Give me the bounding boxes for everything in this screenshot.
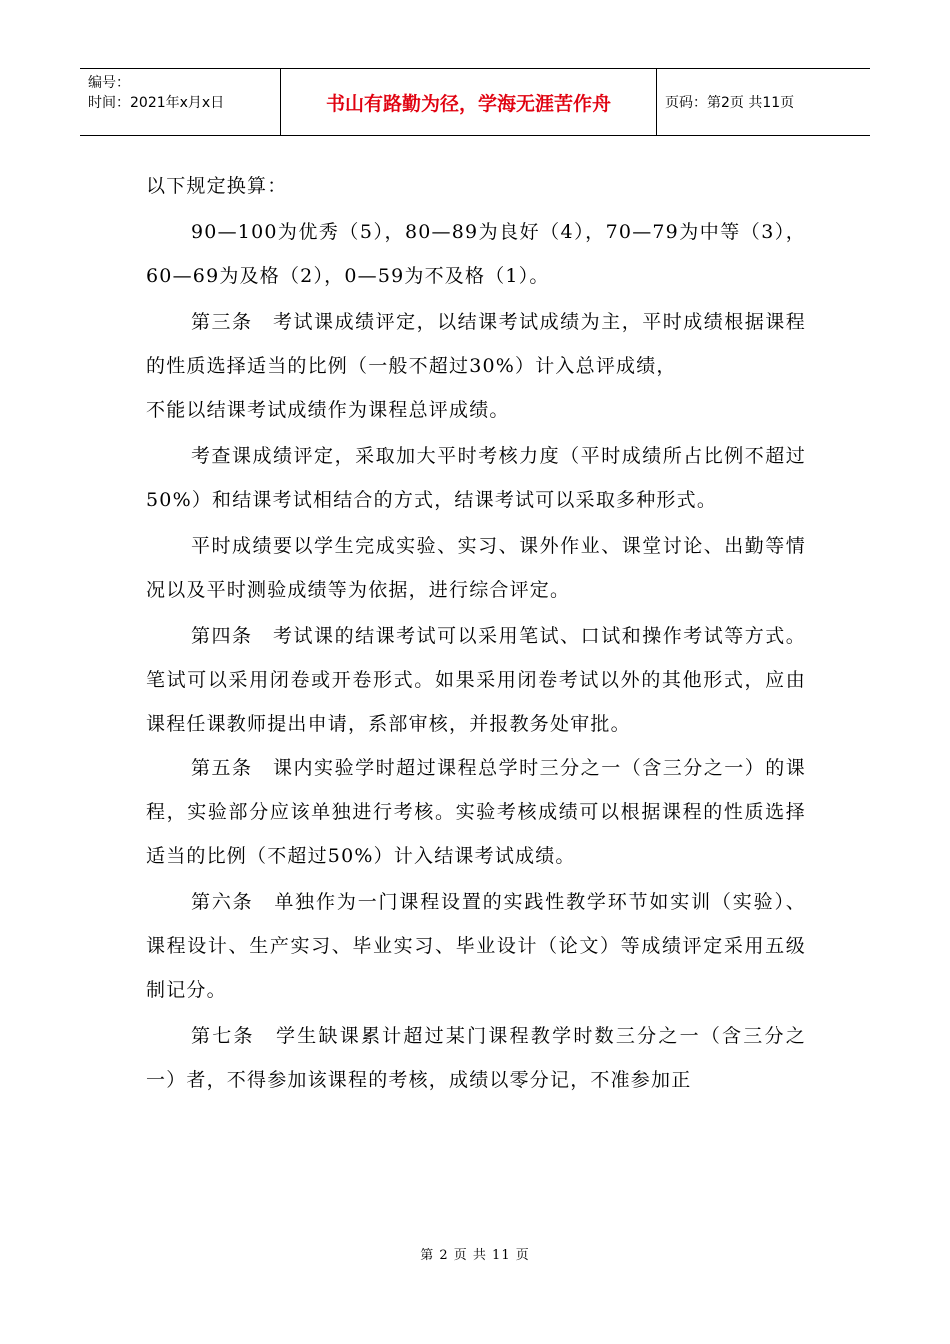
- paragraph-inspection-course: 考查课成绩评定，采取加大平时考核力度（平时成绩所占比例不超过50%）和结课考试相结合的方式，结课考试可以采取多种形式。: [146, 445, 806, 511]
- paragraph-article-3: 第三条 考试课成绩评定，以结课考试成绩为主，平时成绩根据课程的性质选择适当的比例（一般不超过30%）计入总评成绩，: [146, 311, 806, 377]
- document-time-label: 时间：2021年x月x日: [88, 95, 225, 111]
- paragraph-article-5: 第五条 课内实验学时超过课程总学时三分之一（含三分之一）的课程，实验部分应该单独进行考核。实验考核成绩可以根据课程的性质选择适当的比例（不超过50%）计入结课考试成绩。: [146, 757, 806, 867]
- header-page-code: 页码：第2页 共11页: [665, 95, 795, 111]
- header-motto: 书山有路勤为径，学海无涯苦作舟: [281, 69, 657, 135]
- paragraph-article-3-cont: 不能以结课考试成绩作为课程总评成绩。: [146, 399, 510, 421]
- paragraph-article-4: 第四条 考试课的结课考试可以采用笔试、口试和操作考试等方式。笔试可以采用闭卷或开卷形式。如果采用闭卷考试以外的其他形式，应由课程任课教师提出申请，系部审核，并报教务处审批。: [146, 625, 806, 735]
- paragraph-conversion-intro: 以下规定换算：: [146, 175, 288, 197]
- document-body: [146, 164, 806, 1102]
- paragraph-regular-grades: 平时成绩要以学生完成实验、实习、课外作业、课堂讨论、出勤等情况以及平时测验成绩等为依据，进行综合评定。: [146, 535, 806, 601]
- paragraph-article-6: 第六条 单独作为一门课程设置的实践性教学环节如实训（实验）、课程设计、生产实习、毕业实习、毕业设计（论文）等成绩评定采用五级制记分。: [146, 891, 806, 1001]
- page-header: [80, 68, 870, 136]
- paragraph-grade-scale: 90—100为优秀（5），80—89为良好（4），70—79为中等（3），60—69为及格（2），0—59为不及格（1）。: [146, 221, 806, 287]
- page-footer: 第 2 页 共 11 页: [420, 1248, 530, 1263]
- paragraph-article-7: 第七条 学生缺课累计超过某门课程教学时数三分之一（含三分之一）者，不得参加该课程的考核，成绩以零分记，不准参加正: [146, 1025, 806, 1091]
- document-number-label: 编号：: [88, 75, 130, 91]
- header-meta: [80, 69, 281, 135]
